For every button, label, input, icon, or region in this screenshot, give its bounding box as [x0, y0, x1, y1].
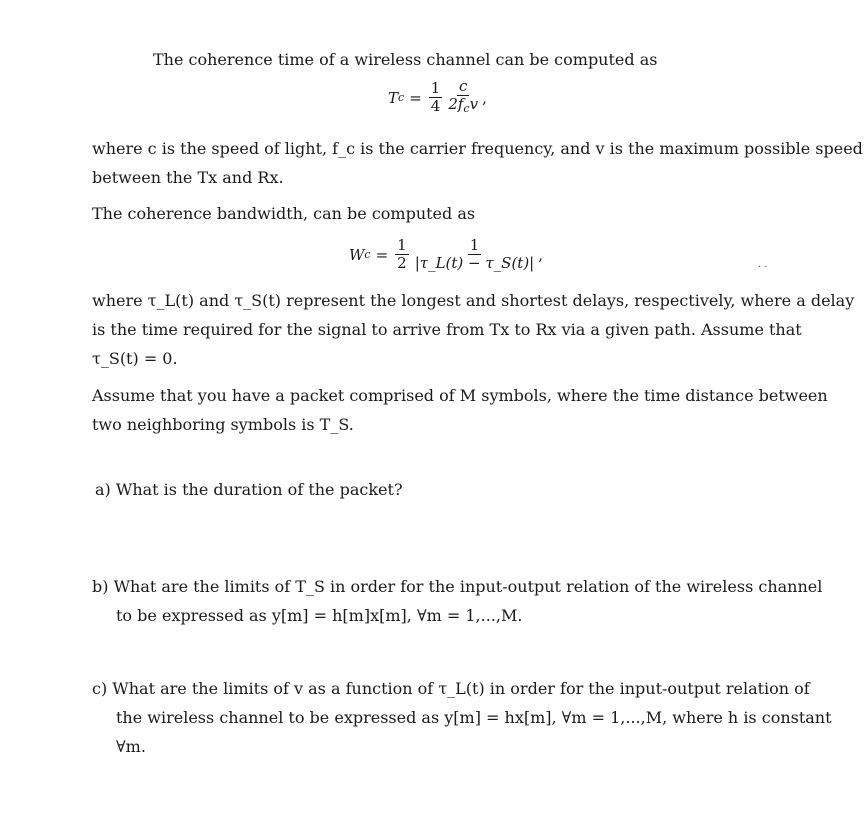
paragraph-2-line-1: The coherence bandwidth, can be computed as [92, 204, 476, 223]
stray-mark: · · [758, 262, 768, 273]
question-a: a) What is the duration of the packet? [95, 480, 403, 499]
eq2-f1-num: 1 [397, 236, 407, 254]
eq1-f2-den-sub: c [463, 102, 470, 115]
eq2-lhs: W [349, 245, 365, 264]
eq1-f2-den-a: 2f [448, 95, 464, 113]
intro-text: The coherence time of a wireless channel can be computed as [153, 50, 658, 69]
eq2-fraction-2 [413, 237, 537, 272]
eq2-lhs-sub: c [364, 248, 371, 261]
eq2-f1-den: 2 [397, 254, 407, 272]
paragraph-1-line-1: where c is the speed of light, f_c is the carrier frequency, and v is the maximum possible speed [92, 139, 863, 158]
eq1-lhs-sub: c [398, 91, 405, 104]
paragraph-3-line-1: where τ_L(t) and τ_S(t) represent the longest and shortest delays, respectively, where a delay [92, 291, 855, 310]
paragraph-3-line-2: is the time required for the signal to arrive from Tx to Rx via a given path. Assume that [92, 320, 802, 339]
question-c-line-3: ∀m. [116, 737, 146, 756]
eq1-lhs: T [388, 88, 399, 107]
eq2-trail: , [538, 245, 544, 264]
eq1-fraction-1 [429, 80, 443, 115]
eq1-f1-num: 1 [430, 79, 441, 97]
eq1-f2-den [446, 96, 480, 117]
paragraph-4-line-1: Assume that you have a packet comprised of M symbols, where the time distance between [92, 386, 828, 405]
eq1-fraction-2 [446, 78, 480, 117]
equation-coherence-time [388, 78, 487, 117]
paragraph-4-line-2: two neighboring symbols is T_S. [92, 415, 354, 434]
question-b-line-2: to be expressed as y[m] = h[m]x[m], ∀m = 1,...,M. [116, 606, 523, 625]
paragraph-1-line-2: between the Tx and Rx. [92, 168, 284, 187]
paragraph-3-line-3: τ_S(t) = 0. [92, 349, 178, 368]
equation-coherence-bandwidth [349, 237, 543, 272]
eq1-equals: = [409, 88, 422, 107]
eq1-f2-num: c [458, 77, 468, 95]
eq1-f1-den: 4 [430, 97, 441, 115]
eq2-f2-num: 1 [469, 236, 480, 254]
eq1-f2-den-b: v [469, 95, 479, 113]
eq2-fraction-1 [395, 237, 409, 272]
question-b-line-1: b) What are the limits of T_S in order for the input-output relation of the wireless channel [92, 577, 823, 596]
question-c-line-1: c) What are the limits of v as a function of τ_L(t) in order for the input-output relation of [92, 679, 810, 698]
eq2-equals: = [375, 245, 389, 264]
eq2-f2-den: |τ_L(t) − τ_S(t)| [414, 254, 535, 272]
eq1-trail: , [482, 88, 487, 107]
question-c-line-2: the wireless channel to be expressed as y[m] = hx[m], ∀m = 1,...,M, where h is constant [116, 708, 832, 727]
